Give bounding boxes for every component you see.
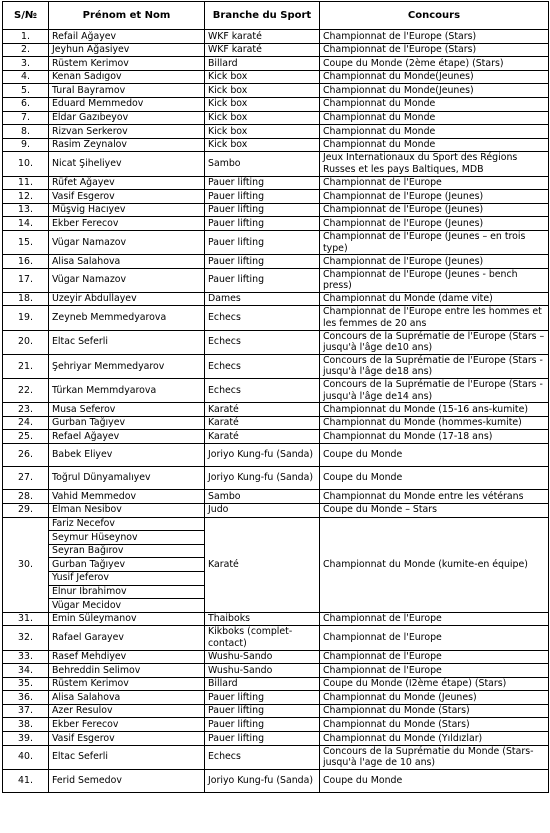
row-number: 29. [3, 503, 49, 517]
contest: Championnat de l'Europe (Jeunes) [320, 203, 549, 217]
table-row [3, 677, 549, 691]
athlete-name: Vasif Esgerov [49, 732, 205, 746]
athlete-name: Ferid Semedov [49, 769, 205, 792]
row-number: 36. [3, 691, 49, 705]
table-row [3, 503, 549, 517]
table-row [3, 704, 549, 718]
contest: Championnat du Monde (dame vite) [320, 292, 549, 306]
athlete-name: Vügar Namazov [49, 268, 205, 292]
athlete-name: Refail Ağayev [49, 30, 205, 44]
contest: Championnat de l'Europe (Jeunes) [320, 190, 549, 204]
header-row [3, 2, 549, 30]
row-number: 5. [3, 84, 49, 98]
athlete-name: Nicat Şiheliyev [49, 152, 205, 176]
sport-branch: Dames [205, 292, 320, 306]
header-name: Prénom et Nom [49, 2, 205, 30]
contest: Championnat du Monde (15-16 ans-kumite) [320, 403, 549, 417]
table-row [3, 732, 549, 746]
table-row [3, 30, 549, 44]
athlete-name: Toğrul Dünyamalıyev [49, 467, 205, 490]
contest: Coupe du Monde [320, 769, 549, 792]
athlete-name: Ekber Ferecov [49, 217, 205, 231]
row-number: 41. [3, 769, 49, 792]
athlete-name: Emin Süleymanov [49, 612, 205, 626]
row-number: 17. [3, 268, 49, 292]
athlete-name: Vahid Memmedov [49, 490, 205, 504]
contest: Championnat de l'Europe (Jeunes – en trois type) [320, 230, 549, 254]
athlete-name: Ekber Ferecov [49, 718, 205, 732]
athlete-name: Eltac Seferli [49, 330, 205, 354]
athlete-name: Seyran Bağırov [49, 544, 205, 558]
row-number: 30. [3, 517, 49, 612]
contest: Concours de la Suprématie de l'Europe (Stars - jusqu'à l'âge de14 ans) [320, 379, 549, 403]
table-row [3, 691, 549, 705]
athlete-name: Vügar Namazov [49, 230, 205, 254]
table-row [3, 138, 549, 152]
row-number: 24. [3, 416, 49, 430]
table-row [3, 176, 549, 190]
contest: Championnat du Monde [320, 125, 549, 139]
table-row [3, 70, 549, 84]
sport-branch: Judo [205, 503, 320, 517]
athlete-name: Rüstem Kerimov [49, 677, 205, 691]
row-number: 26. [3, 444, 49, 467]
row-number: 19. [3, 306, 49, 330]
athlete-name: Alisa Salahova [49, 255, 205, 269]
row-number: 11. [3, 176, 49, 190]
row-number: 9. [3, 138, 49, 152]
sport-branch: Pauer lifting [205, 230, 320, 254]
contest: Concours de la Suprématie du Monde (Stars-jusqu'à l'age de 10 ans) [320, 745, 549, 769]
contest: Championnat de l'Europe (Stars) [320, 30, 549, 44]
sport-branch: Pauer lifting [205, 268, 320, 292]
sport-branch: Billard [205, 57, 320, 71]
athlete-name: Fariz Necefov [49, 517, 205, 531]
athlete-name: Behreddin Selimov [49, 664, 205, 678]
athlete-name: Babek Eliyev [49, 444, 205, 467]
contest: Championnat de l'Europe (Jeunes - bench press) [320, 268, 549, 292]
athlete-name: Musa Seferov [49, 403, 205, 417]
row-number: 10. [3, 152, 49, 176]
athlete-name: Elman Nesibov [49, 503, 205, 517]
athlete-name: Şehriyar Memmedyarov [49, 354, 205, 378]
table-row [3, 84, 549, 98]
contest: Championnat du Monde(Jeunes) [320, 84, 549, 98]
athlete-name: Rasef Mehdiyev [49, 650, 205, 664]
athlete-name: Tural Bayramov [49, 84, 205, 98]
table-row [3, 650, 549, 664]
contest: Jeux Internationaux du Sport des Régions Russes et les pays Baltiques, MDB [320, 152, 549, 176]
row-number: 35. [3, 677, 49, 691]
row-number: 8. [3, 125, 49, 139]
sport-branch: Echecs [205, 745, 320, 769]
header-contest: Concours [320, 2, 549, 30]
athlete-name: Vasif Esgerov [49, 190, 205, 204]
sport-branch: Pauer lifting [205, 176, 320, 190]
sport-branch: Echecs [205, 379, 320, 403]
sport-branch: Kick box [205, 97, 320, 111]
contest: Coupe du Monde (2ème étape) (Stars) [320, 57, 549, 71]
contest: Championnat du Monde [320, 97, 549, 111]
table-row [3, 490, 549, 504]
row-number: 31. [3, 612, 49, 626]
sport-branch: Kick box [205, 84, 320, 98]
contest: Championnat du Monde (Stars) [320, 704, 549, 718]
sport-branch: Kikboks (complet-contact) [205, 626, 320, 650]
contest: Coupe du Monde – Stars [320, 503, 549, 517]
row-number: 37. [3, 704, 49, 718]
contest: Championnat de l'Europe [320, 612, 549, 626]
row-number: 38. [3, 718, 49, 732]
sport-branch: Karaté [205, 430, 320, 444]
table-row [3, 125, 549, 139]
row-number: 20. [3, 330, 49, 354]
sport-branch: Joriyo Kung-fu (Sanda) [205, 444, 320, 467]
sport-branch: Wushu-Sando [205, 664, 320, 678]
table-row [3, 444, 549, 467]
table-row [3, 430, 549, 444]
table-row [3, 769, 549, 792]
row-number: 3. [3, 57, 49, 71]
sport-branch: Joriyo Kung-fu (Sanda) [205, 769, 320, 792]
row-number: 7. [3, 111, 49, 125]
athlete-name: Rüstem Kerimov [49, 57, 205, 71]
table-row [3, 416, 549, 430]
table-row [3, 403, 549, 417]
athlete-name: Yusif Jeferov [49, 571, 205, 585]
contest: Coupe du Monde (I2ème étape) (Stars) [320, 677, 549, 691]
contest: Championnat de l'Europe [320, 650, 549, 664]
sport-branch: Billard [205, 677, 320, 691]
row-number: 4. [3, 70, 49, 84]
athlete-name: Gurban Tağıyev [49, 558, 205, 572]
sport-branch: Pauer lifting [205, 732, 320, 746]
contest: Championnat du Monde [320, 111, 549, 125]
athlete-name: Kenan Sadıgov [49, 70, 205, 84]
row-number: 21. [3, 354, 49, 378]
athlete-name: Rizvan Serkerov [49, 125, 205, 139]
sport-branch: Kick box [205, 111, 320, 125]
row-number: 39. [3, 732, 49, 746]
sport-branch: Pauer lifting [205, 217, 320, 231]
row-number: 25. [3, 430, 49, 444]
row-number: 27. [3, 467, 49, 490]
sport-branch: Karaté [205, 517, 320, 612]
athlete-name: Türkan Memmdyarova [49, 379, 205, 403]
row-number: 6. [3, 97, 49, 111]
athlete-name: Rasim Zeynalov [49, 138, 205, 152]
sport-branch: Sambo [205, 152, 320, 176]
sport-branch: Pauer lifting [205, 190, 320, 204]
row-number: 15. [3, 230, 49, 254]
row-number: 13. [3, 203, 49, 217]
athlete-name: Vügar Mecidov [49, 599, 205, 613]
sport-branch: Pauer lifting [205, 718, 320, 732]
athlete-name: Üzeyir Abdullayev [49, 292, 205, 306]
athlete-name: Alisa Salahova [49, 691, 205, 705]
table-row [3, 230, 549, 254]
sport-branch: WKF karaté [205, 30, 320, 44]
table-row [3, 467, 549, 490]
table-row [3, 43, 549, 57]
sport-branch: Kick box [205, 70, 320, 84]
athlete-name: Jeyhun Ağasiyev [49, 43, 205, 57]
sport-branch: Kick box [205, 125, 320, 139]
header-sport: Branche du Sport [205, 2, 320, 30]
table-row [3, 664, 549, 678]
sport-branch: Pauer lifting [205, 704, 320, 718]
table-row [3, 306, 549, 330]
contest: Championnat du Monde(Jeunes) [320, 70, 549, 84]
row-number: 32. [3, 626, 49, 650]
table-row [3, 268, 549, 292]
contest: Championnat du Monde (17-18 ans) [320, 430, 549, 444]
contest: Coupe du Monde [320, 467, 549, 490]
table-row [3, 626, 549, 650]
contest: Concours de la Suprématie de l'Europe (Stars – jusqu'à l'âge de10 ans) [320, 330, 549, 354]
sport-branch: Kick box [205, 138, 320, 152]
contest: Coupe du Monde [320, 444, 549, 467]
table-row [3, 190, 549, 204]
row-number: 2. [3, 43, 49, 57]
contest: Championnat du Monde (kumite-en équipe) [320, 517, 549, 612]
table-row [3, 612, 549, 626]
athlete-name: Seymur Hüseynov [49, 531, 205, 545]
sport-branch: Pauer lifting [205, 255, 320, 269]
row-number: 40. [3, 745, 49, 769]
table-row [3, 203, 549, 217]
contest: Concours de la Suprématie de l'Europe (Stars - jusqu'à l'âge de18 ans) [320, 354, 549, 378]
athlete-name: Zeyneb Memmedyarova [49, 306, 205, 330]
athlete-name: Müşvig Hacıyev [49, 203, 205, 217]
row-number: 22. [3, 379, 49, 403]
contest: Championnat du Monde entre les vétérans [320, 490, 549, 504]
row-number: 34. [3, 664, 49, 678]
contest: Championnat de l'Europe [320, 176, 549, 190]
sport-branch: Wushu-Sando [205, 650, 320, 664]
sport-branch: WKF karaté [205, 43, 320, 57]
table-row [3, 330, 549, 354]
table-row [3, 152, 549, 176]
contest: Championnat de l'Europe (Jeunes) [320, 255, 549, 269]
sport-branch: Joriyo Kung-fu (Sanda) [205, 467, 320, 490]
row-number: 33. [3, 650, 49, 664]
header-number: S/№ [3, 2, 49, 30]
contest: Championnat du Monde (Stars) [320, 718, 549, 732]
athlete-name: Elnur İbrahimov [49, 585, 205, 599]
contest: Championnat de l'Europe [320, 664, 549, 678]
row-number: 1. [3, 30, 49, 44]
athlete-name: Rafael Garayev [49, 626, 205, 650]
athlete-name: Eltac Seferli [49, 745, 205, 769]
table-row [3, 354, 549, 378]
contest: Championnat de l'Europe (Jeunes) [320, 217, 549, 231]
table-row [3, 111, 549, 125]
table-body [3, 30, 549, 793]
sport-branch: Pauer lifting [205, 203, 320, 217]
contest: Championnat du Monde (Jeunes) [320, 691, 549, 705]
results-table [2, 1, 549, 793]
athlete-name: Refael Ağayev [49, 430, 205, 444]
table-row [3, 57, 549, 71]
row-number: 14. [3, 217, 49, 231]
table-row [3, 718, 549, 732]
sport-branch: Karaté [205, 403, 320, 417]
table-row [3, 379, 549, 403]
sport-branch: Pauer lifting [205, 691, 320, 705]
row-number: 18. [3, 292, 49, 306]
contest: Championnat de l'Europe [320, 626, 549, 650]
contest: Championnat du Monde (Yıldızlar) [320, 732, 549, 746]
table-row [3, 292, 549, 306]
sport-branch: Thaiboks [205, 612, 320, 626]
sport-branch: Karaté [205, 416, 320, 430]
athlete-name: Eldar Gazıbeyov [49, 111, 205, 125]
sport-branch: Echecs [205, 330, 320, 354]
sport-branch: Sambo [205, 490, 320, 504]
athlete-name: Rüfet Ağayev [49, 176, 205, 190]
sport-branch: Echecs [205, 306, 320, 330]
table-row [3, 517, 549, 531]
row-number: 23. [3, 403, 49, 417]
athlete-name: Gurban Tağıyev [49, 416, 205, 430]
athlete-name: Azer Resulov [49, 704, 205, 718]
contest: Championnat de l'Europe entre les hommes et les femmes de 20 ans [320, 306, 549, 330]
contest: Championnat de l'Europe (Stars) [320, 43, 549, 57]
table-row [3, 217, 549, 231]
athlete-name: Eduard Memmedov [49, 97, 205, 111]
table-row [3, 745, 549, 769]
contest: Championnat du Monde [320, 138, 549, 152]
table-row [3, 97, 549, 111]
contest: Championnat du Monde (hommes-kumite) [320, 416, 549, 430]
row-number: 28. [3, 490, 49, 504]
row-number: 16. [3, 255, 49, 269]
sport-branch: Echecs [205, 354, 320, 378]
row-number: 12. [3, 190, 49, 204]
table-row [3, 255, 549, 269]
